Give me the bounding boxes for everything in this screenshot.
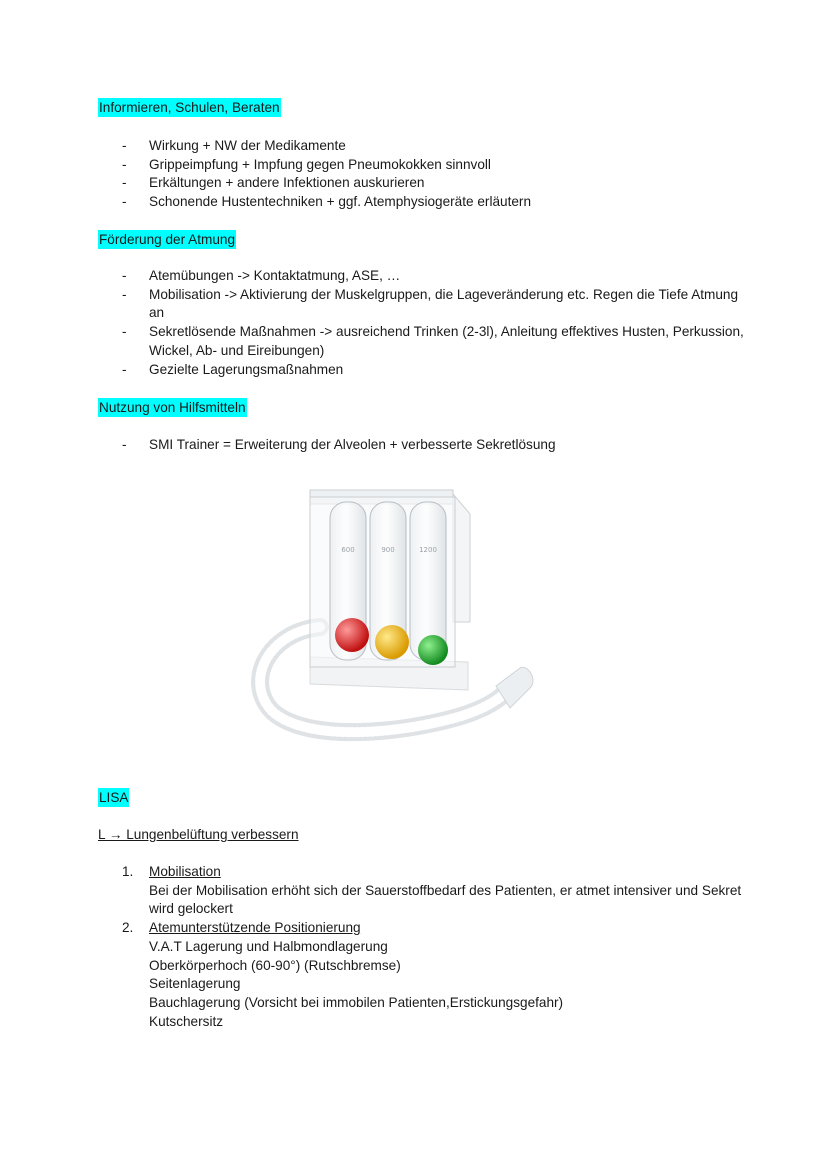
list-item: - Mobilisation -> Aktivierung der Muskelgruppen, die Lageveränderung etc. Regen die Tiefe Atmung an <box>122 286 739 321</box>
list-item: - Schonende Hustentechniken + ggf. Atemphysiogeräte erläutern <box>0 193 828 212</box>
bullet-dash: - <box>122 138 127 153</box>
tube-marking: 900 <box>381 546 395 554</box>
numbered-list-lisa <box>0 863 828 1031</box>
heading-informieren: Informieren, Schulen, Beraten <box>99 100 280 115</box>
list-item: - SMI Trainer = Erweiterung der Alveolen + verbesserte Sekretlösung <box>0 436 828 455</box>
bullet-dash: - <box>122 286 127 302</box>
list-item: - Gezielte Lagerungsmaßnahmen <box>0 361 828 380</box>
ball-red <box>335 618 369 652</box>
ball-green <box>418 635 448 665</box>
item-title: Mobilisation <box>149 864 221 879</box>
heading-atmung: Förderung der Atmung <box>99 232 236 247</box>
list-number: 2. <box>122 920 134 936</box>
list-item: - Grippeimpfung + Impfung gegen Pneumokokken sinnvoll <box>0 156 828 175</box>
subheading-lungenbelueftung: L → Lungenbelüftung verbessern <box>98 827 299 842</box>
item-title: Atemunterstützende Positionierung <box>149 920 361 936</box>
list-item: - Erkältungen + andere Infektionen auskurieren <box>0 174 828 193</box>
list-atmung <box>0 267 828 379</box>
tube-marking: 600 <box>341 546 355 554</box>
bullet-dash: - <box>122 268 127 283</box>
list-number: 1. <box>122 864 134 879</box>
bullet-dash: - <box>122 194 127 210</box>
spirometer-image <box>248 472 538 757</box>
bullet-dash: - <box>122 324 127 340</box>
spirometer-drawing <box>248 472 538 757</box>
list-item: - Wirkung + NW der Medikamente <box>0 137 828 156</box>
bullet-dash: - <box>122 437 127 452</box>
ball-yellow <box>375 625 409 659</box>
list-item: 1. Mobilisation Bei der Mobilisation erhöht sich der Sauerstoffbedarf des Patienten, er atmet intensiver und Sekret wird gelockert <box>0 863 828 919</box>
heading-hilfsmittel: Nutzung von Hilfsmitteln <box>99 400 246 415</box>
list-item: - Atemübungen -> Kontaktatmung, ASE, … <box>0 267 828 286</box>
heading-lisa: LISA <box>99 790 129 805</box>
list-item: - Sekretlösende Maßnahmen -> ausreichend Trinken (2-3l), Anleitung effektives Husten, Perkussion, Wickel, Ab- und Eireibungen) <box>122 324 744 358</box>
list-informieren <box>0 137 828 212</box>
list-hilfsmittel <box>0 436 828 455</box>
tube-marking: 1200 <box>419 546 437 554</box>
bullet-dash: - <box>122 361 127 377</box>
bullet-dash: - <box>122 175 127 191</box>
bullet-dash: - <box>122 156 127 172</box>
list-item: 2. Atemunterstützende Positionierung V.A.T Lagerung und Halbmondlagerung Oberkörperhoch (60-90°) (Rutschbremse) Seitenlagerung Bauchlagerung (Vorsicht bei immobilen Patienten,Erstickungsgefahr) Kutschersitz <box>0 919 828 1031</box>
